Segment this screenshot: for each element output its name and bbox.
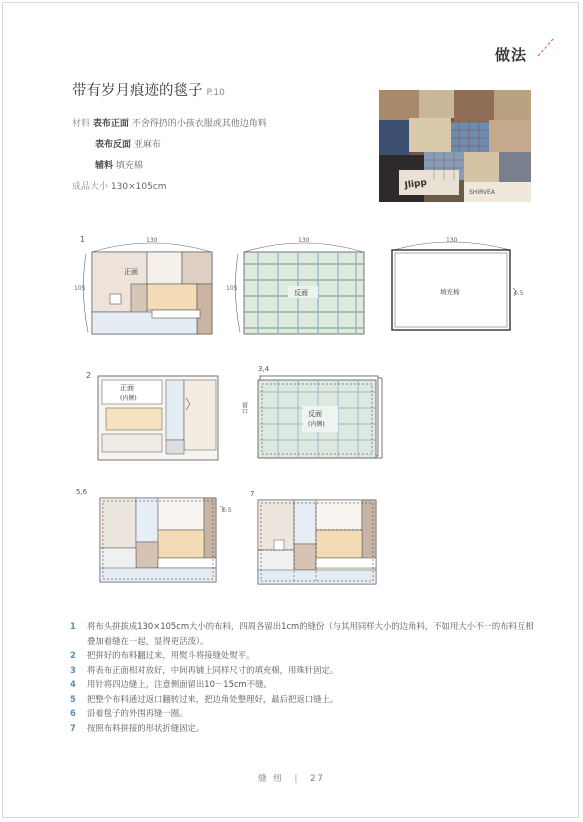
instruction-text: 将布头拼拔成130×105cm大小的布料，四周各留出1cm的缝份（与其用同样大小的边角料，不如用大小不一的布料互相叠加着缝在一起，显得更活泼）。	[87, 621, 534, 646]
section-label: 做法	[494, 46, 527, 64]
step34-back-label: 反面	[308, 410, 322, 418]
step1-height-label: 105	[74, 285, 86, 292]
slash-decoration	[536, 36, 556, 58]
instruction-text: 把拼好的布料翻过来，用熨斗将接缝处熨平。	[87, 650, 255, 660]
blanket-photo	[379, 90, 531, 202]
instruction-text: 用针将四边缝上，注意侧面留出10－15cm不缝。	[87, 679, 272, 689]
step56-number: 5,6	[76, 488, 88, 496]
title-page-ref: P.10	[206, 88, 225, 98]
size-label: 成品大小	[72, 182, 109, 192]
step1b-width-label: 130	[298, 237, 310, 244]
diagram-step1-front	[76, 232, 226, 347]
materials-row-size	[72, 177, 267, 198]
materials-block	[72, 114, 267, 198]
size-value: 130×105cm	[110, 182, 167, 192]
footer-divider: |	[294, 774, 300, 784]
instructions-list	[70, 619, 540, 735]
step1-back-label: 反面	[294, 289, 308, 297]
instruction-step	[70, 663, 540, 678]
step1c-width-label: 130	[446, 237, 458, 244]
step2-number: 2	[86, 371, 92, 380]
front-fabric-value: 不舍得扔的小孩衣服或其他边角料	[131, 119, 267, 129]
instruction-text: 将表布正面相对放好，中间再铺上同样尺寸的填充棉，用珠针固定。	[87, 664, 339, 675]
instruction-step	[70, 648, 540, 663]
instruction-step	[70, 619, 540, 648]
step2-inside-label: (内侧)	[120, 395, 137, 402]
step34-opening-label: 留口	[240, 402, 248, 414]
step1-padding-label: 填充棉	[440, 288, 460, 296]
instruction-text: 把整个布料通过返口翻转过来，把边角处整理好，最后把返口缝上。	[87, 693, 339, 704]
instruction-number: 2	[70, 650, 76, 660]
instruction-number: 1	[70, 621, 76, 631]
step1-seam-label: 0.5	[514, 290, 524, 297]
back-fabric-label: 表布反面	[95, 140, 132, 150]
diagram-step34	[232, 362, 384, 472]
svg-text:Jlipp: Jlipp	[404, 177, 428, 191]
diagram-step56	[76, 484, 236, 589]
aux-material-value: 填充棉	[115, 161, 143, 171]
step34-inside-label: (内侧)	[308, 421, 325, 428]
footer-left: 缝	[258, 774, 269, 784]
step1-width-label: 130	[146, 237, 158, 244]
svg-text:SHIRVEA: SHIRVEA	[469, 189, 495, 196]
step1-number: 1	[80, 235, 86, 244]
materials-row-aux	[72, 156, 267, 177]
instruction-number: 3	[70, 664, 76, 675]
instruction-step	[70, 692, 540, 707]
page-number: 27	[310, 774, 325, 784]
step2-front-label: 正面	[120, 384, 134, 392]
materials-row-back	[72, 135, 267, 156]
diagram-step1-back	[228, 232, 378, 347]
materials-label: 材料	[72, 119, 91, 129]
step34-number: 3,4	[258, 365, 270, 373]
instruction-number: 4	[70, 679, 76, 689]
step1b-height-label: 105	[226, 285, 238, 292]
back-fabric-value: 亚麻布	[133, 140, 161, 150]
front-fabric-label: 表布正面	[92, 119, 129, 129]
aux-material-label: 辅料	[95, 161, 114, 171]
step56-seam-label: 0.5	[222, 507, 232, 514]
instruction-step	[70, 721, 540, 736]
page-footer	[0, 772, 583, 784]
step1-front-label: 正面	[124, 268, 138, 276]
instruction-text: 沿着毯子的外围再缝一圈。	[87, 708, 188, 718]
instruction-number: 6	[70, 708, 76, 718]
instruction-number: 7	[70, 722, 76, 733]
page-title	[72, 79, 225, 100]
instruction-number: 5	[70, 693, 76, 704]
step7-number: 7	[250, 490, 255, 498]
diagram-step1-padding	[380, 232, 530, 347]
instruction-step	[70, 706, 540, 721]
diagram-step7	[246, 486, 386, 591]
materials-row-front	[72, 114, 267, 135]
title-text: 带有岁月痕迹的毯子	[72, 83, 203, 99]
instruction-step	[70, 677, 540, 692]
footer-right: 纫	[273, 774, 284, 784]
instruction-text: 按照布料拼接的形状折缝固定。	[87, 722, 205, 733]
diagram-step2	[82, 368, 227, 468]
